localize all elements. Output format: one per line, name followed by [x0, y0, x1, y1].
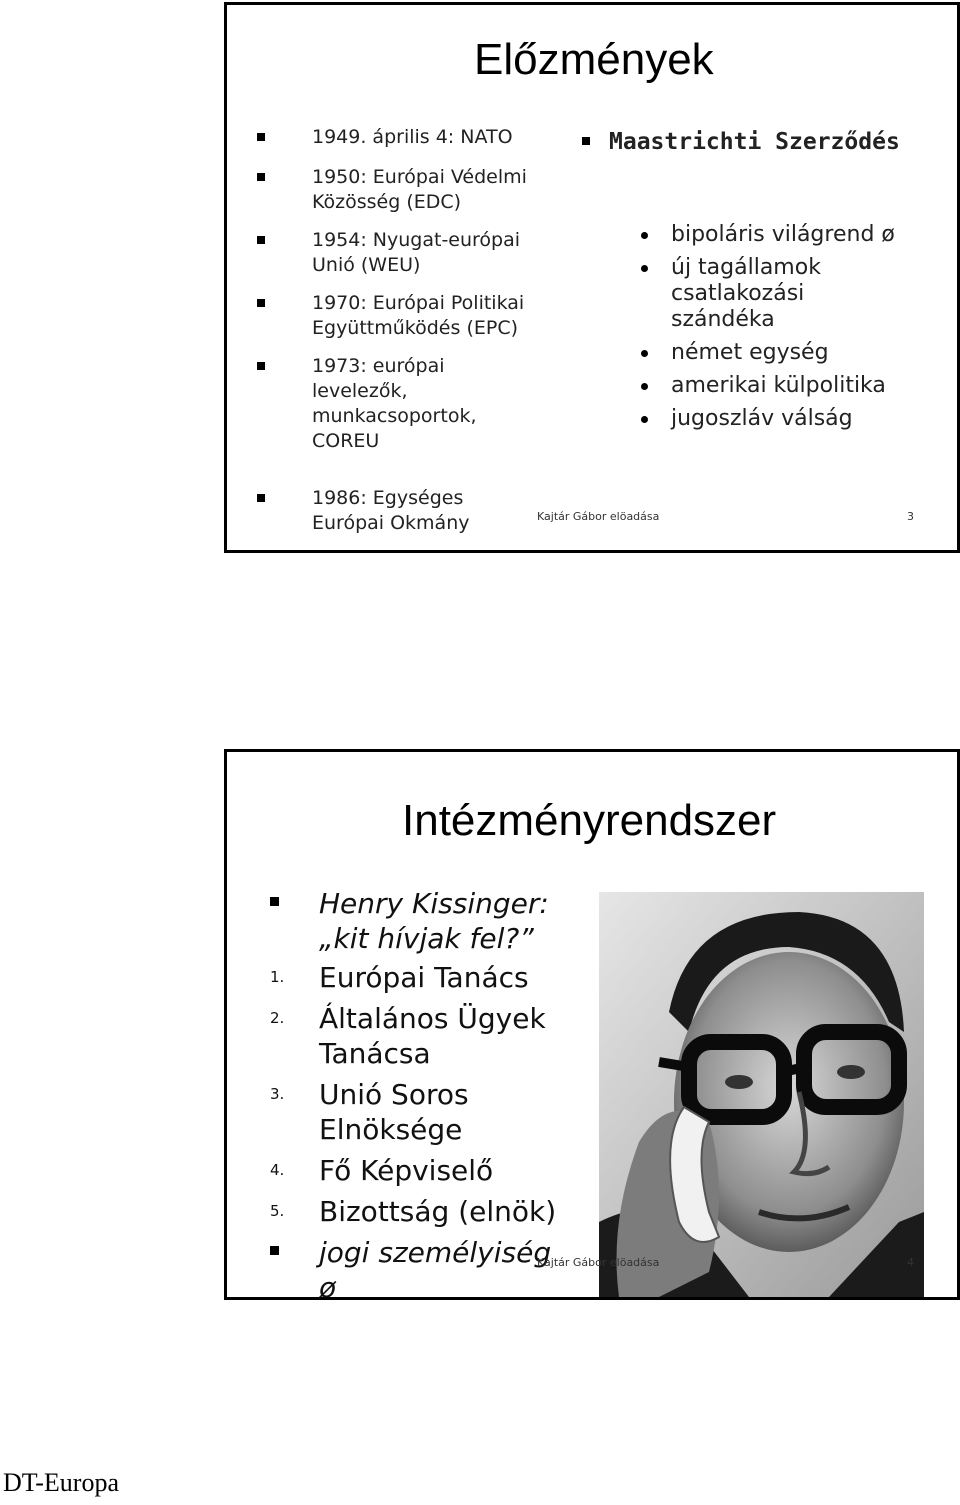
list-item: 2. Általános Ügyek Tanácsa: [270, 1002, 546, 1070]
maastricht-reasons: [639, 222, 939, 439]
slide-3: [224, 2, 960, 553]
list-item: 1949. április 4: NATO: [257, 125, 557, 150]
footer-author: Kajtár Gábor elöadása: [537, 510, 660, 523]
brand-watermark: DT-Europa: [3, 1468, 120, 1497]
list-item: új tagállamok csatlakozási szándéka: [639, 255, 871, 333]
portrait-illustration: [599, 892, 924, 1297]
slide-title: Intézményrendszer: [402, 796, 777, 845]
list-item: 1986: Egységes Európai Okmány: [257, 486, 497, 536]
list-item: 1973: európai levelezők, munkacsoportok, COREU: [257, 354, 542, 454]
history-list: [257, 125, 557, 454]
list-item: 1950: Európai Védelmi Közösség (EDC): [257, 165, 532, 215]
list-item: 1954: Nyugat-európai Unió (WEU): [257, 228, 542, 278]
list-item: amerikai külpolitika: [639, 373, 939, 399]
portrait-photo: [599, 892, 924, 1297]
list-item: német egység: [639, 340, 939, 366]
page-number: 3: [907, 510, 914, 523]
history-list-last: [257, 486, 497, 536]
page-number: 4: [907, 1256, 914, 1269]
slide-title: Előzmények: [474, 35, 714, 84]
list-item: 5. Bizottság (elnök): [270, 1195, 557, 1228]
list-item: 1970: Európai Politikai Együttműködés (EPC): [257, 291, 542, 341]
list-item: bipoláris világrend ø: [639, 222, 939, 248]
list-item: 4. Fő Képviselő: [270, 1154, 494, 1187]
list-item: Henry Kissinger: „kit hívjak fel?”: [227, 886, 572, 956]
footer-author: Kajtár Gábor elöadása: [537, 1256, 660, 1269]
institution-list: [227, 886, 572, 1305]
list-item: jugoszláv válság: [639, 406, 939, 432]
bullet-square-icon: [582, 137, 590, 145]
maastricht-heading: Maastrichti Szerződés: [609, 129, 939, 156]
slide-4: [224, 749, 960, 1304]
list-item: 1. Európai Tanács: [270, 961, 529, 994]
list-item: 3. Unió Soros Elnöksége: [270, 1078, 469, 1146]
list-item: jogi személyiség ø: [227, 1235, 569, 1305]
bullet-square-icon: [270, 1246, 279, 1255]
bullet-square-icon: [270, 897, 279, 906]
